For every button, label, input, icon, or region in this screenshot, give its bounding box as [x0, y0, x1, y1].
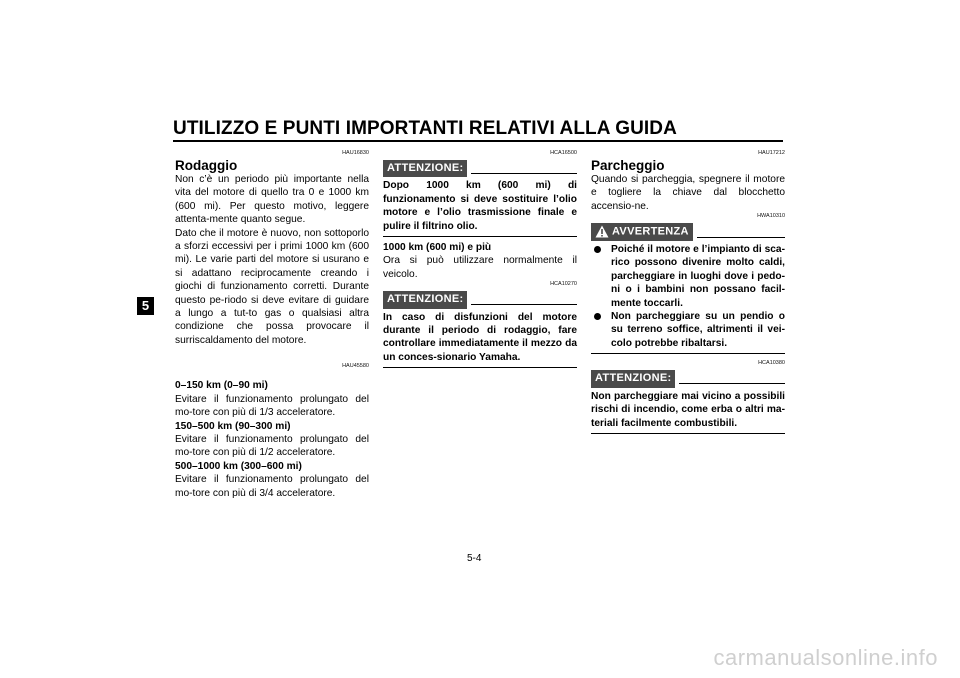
notice-header	[383, 160, 577, 177]
list-item: Poiché il motore e l’impianto di sca-rico possono divenire molto caldi, parcheggiare in luoghi dove i pedo-ni o i bambini non possano facil-mente toccarli.	[591, 243, 785, 310]
notice-badge: ATTENZIONE:	[383, 291, 467, 308]
chapter-tab: 5	[137, 297, 154, 315]
notice-line	[471, 304, 577, 305]
notice-end-rule	[591, 433, 785, 434]
notice-badge: ATTENZIONE:	[383, 160, 467, 177]
notice-line	[679, 383, 785, 384]
title-rule	[173, 140, 783, 142]
paragraph: Evitare il funzionamento prolungato del mo-tore con più di 1/2 acceleratore.	[175, 433, 369, 459]
paragraph: Dato che il motore è nuovo, non sottoporlo a sforzi eccessivi per i primi 1000 km (600 mi). Le varie parti del motore si usurano e si adattano reciprocamente creando i giochi di funzionamento corretti. Durante questo pe-riodo si deve evitare di guidare a lungo a tut-to gas o qualsiasi altra condizione che possa provocare il surriscaldamento del motore.	[175, 227, 369, 346]
reference-code: HAU17212	[758, 150, 785, 156]
reference-code: HWA10310	[757, 213, 785, 220]
section-title-parcheggio: Parcheggio	[591, 158, 665, 173]
warning-badge	[591, 223, 693, 241]
notice-header	[383, 291, 577, 308]
page-number: 5-4	[467, 553, 482, 564]
reference-code: HCA16500	[550, 150, 577, 156]
warning-end-rule	[591, 353, 785, 354]
list-item: Non parcheggiare su un pendio o su terreno soffice, altrimenti il vei-colo potrebbe ribaltarsi.	[591, 310, 785, 350]
notice-line	[471, 173, 577, 174]
subheading: 1000 km (600 mi) e più	[383, 242, 492, 254]
notice-text: Dopo 1000 km (600 mi) di funzionamento si deve sostituire l’olio motore e l’olio trasmissione finale e pulire il filtrino olio.	[383, 180, 577, 232]
notice-text: Non parcheggiare mai vicino a possibili rischi di incendio, come erba o altri ma-teriali facilmente combustibili.	[591, 390, 785, 429]
watermark: carmanualsonline.info	[713, 645, 938, 670]
column-right	[591, 150, 785, 438]
warning-list	[591, 243, 785, 350]
column-middle	[383, 150, 577, 372]
subheading: 0–150 km (0–90 mi)	[175, 380, 268, 392]
section-title-rodaggio: Rodaggio	[175, 158, 238, 173]
notice-end-rule	[383, 367, 577, 368]
paragraph: Ora si può utilizzare normalmente il veicolo.	[383, 255, 577, 280]
bullet-icon	[594, 313, 601, 320]
warning-label: AVVERTENZA	[612, 225, 689, 238]
bullet-icon	[594, 246, 601, 253]
notice-text: In caso di disfunzioni del motore durante il periodo di rodaggio, fare controllare immediatamente il mezzo da un conces-sionario Yamaha.	[383, 311, 577, 363]
notice-header	[591, 370, 785, 387]
warning-triangle-icon	[595, 225, 609, 238]
paragraph: Evitare il funzionamento prolungato del mo-tore con più di 1/3 acceleratore.	[175, 393, 369, 419]
warning-header	[591, 223, 785, 241]
reference-code: HCA10380	[758, 360, 785, 367]
column-left	[175, 150, 369, 500]
reference-code: HAU16830	[342, 150, 369, 156]
subheading: 500–1000 km (300–600 mi)	[175, 460, 302, 472]
reference-code: HAU45580	[342, 363, 369, 370]
notice-end-rule	[383, 236, 577, 237]
subheading: 150–500 km (90–300 mi)	[175, 420, 291, 432]
paragraph: Evitare il funzionamento prolungato del mo-tore con più di 3/4 acceleratore.	[175, 474, 369, 499]
page-title: UTILIZZO E PUNTI IMPORTANTI RELATIVI ALLA GUIDA	[173, 118, 677, 139]
paragraph: Quando si parcheggia, spegnere il motore e togliere la chiave dal blocchetto accensio-ne.	[591, 174, 785, 212]
notice-line	[697, 237, 785, 238]
notice-badge: ATTENZIONE:	[591, 370, 675, 387]
reference-code: HCA10270	[550, 281, 577, 288]
paragraph: Non c’è un periodo più importante nella vita del motore di quello tra 0 e 1000 km (600 mi). Per questo motivo, leggere attenta-mente quanto segue.	[175, 174, 369, 226]
